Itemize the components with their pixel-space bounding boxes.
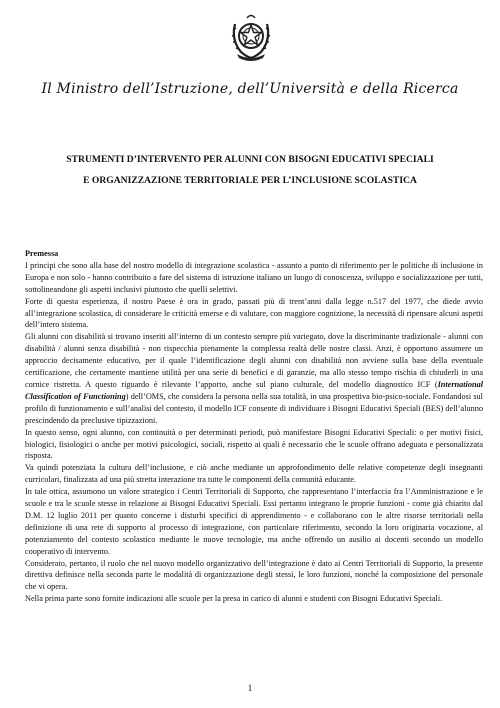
paragraph (25, 331, 483, 426)
paragraph: I principi che sono alla base del nostro modello di integrazione scolastica - assunto a punto di riferimento per le politiche di inclusione in Europa e non solo - hanno contribuito a fare del sistema di istruzione italiano un luogo di conoscenza, sviluppo e socializzazione per tutti, sottolineandone gli aspetti inclusivi piuttosto che quelli selettivi. (25, 260, 483, 294)
paragraph-text: ) dell’OMS, che considera la persona nella sua totalità, in una prospettiva bio-psico-sociale. Fondandosi sul profilo di funzionamento e sull’analisi del contesto, il modello ICF consente di individuare i Bisogni Educativi Speciali (BES) dell’alunno prescindendo da preclusive tipizzazioni. (25, 391, 483, 425)
paragraph: Considerato, pertanto, il ruolo che nel nuovo modello organizzativo dell’integrazione è dato ai Centri Territoriali di Supporto, la presente direttiva definisce nella seconda parte le modalità di organizzazione degli stessi, le loro funzioni, nonché la composizione del personale che vi opera. (25, 558, 483, 592)
italian-republic-emblem-icon (227, 10, 275, 62)
paragraph-text: Gli alunni con disabilità si trovano inseriti all’interno di un contesto sempre più variegato, dove la discriminante tradizionale - alunni con disabilità / alunni senza disabilità - non rispecchia pienamente la complessa realtà delle nostre classi. Anzi, è opportuno assumere un approccio decisamente educativo, per il quale l’identificazione degli alunni con disabilità non avviene sulla base della eventuale certificazione, che certamente mantiene utilità per una serie di benefici e di garanzie, ma allo stesso tempo rischia di chiuderli in una cornice ristretta. A questo riguardo è rilevante l’apporto, anche sul piano culturale, del modello diagnostico ICF ( (25, 332, 483, 389)
paragraph: Nella prima parte sono fornite indicazioni alle scuole per la presa in carico di alunni e studenti con Bisogni Educativi Speciali. (25, 594, 443, 604)
document-title-line2: E ORGANIZZAZIONE TERRITORIALE PER L’INCLUSIONE SCOLASTICA (83, 175, 417, 186)
paragraph: In questo senso, ogni alunno, con continuità o per determinati periodi, può manifestare Bisogni Educativi Speciali: o per motivi fisici, biologici, fisiologici o anche per motivi psicologici, sociali, rispetto ai quali è necessario che le scuole offrano adeguata e personalizzata risposta. (25, 427, 483, 461)
paragraph: Va quindi potenziata la cultura dell’inclusione, e ciò anche mediante un approfondimento delle relative competenze degli insegnanti curricolari, finalizzata ad una più stretta interazione tra tutte le componenti della comunità educante. (25, 463, 483, 485)
document-body (25, 248, 483, 605)
paragraph: In tale ottica, assumono un valore strategico i Centri Territoriali di Supporto, che rappresentano l’interfaccia fra l’Amministrazione e le scuole e tra le scuole stesse in relazione ai Bisogni Educativi Speciali. Essi pertanto integrano le proprie funzioni - come già chiarito dal D.M. 12 luglio 2011 per quanto concerne i disturbi specifici di apprendimento - e collaborano con le altre risorse territoriali nella definizione di una rete di supporto al processo di integrazione, con particolare riferimento, secondo la loro originaria vocazione, al potenziamento del contesto scolastico mediante le nuove tecnologie, ma anche offrendo un ausilio ai docenti secondo un modello cooperativo di intervento. (25, 487, 483, 556)
paragraph: Forte di questa esperienza, il nostro Paese è ora in grado, passati più di trent’anni dalla legge n.517 del 1977, che diede avvio all’integrazione scolastica, di considerare le criticità emerse e di valutare, con maggiore cognizione, la necessità di ripensare alcuni aspetti dell’intero sistema. (25, 296, 483, 330)
section-heading: Premessa (25, 249, 59, 258)
page-number: 1 (247, 683, 253, 693)
document-title-line1: STRUMENTI D’INTERVENTO PER ALUNNI CON BISOGNI EDUCATIVI SPECIALI (66, 154, 434, 165)
ministry-heading: Il Ministro dell’Istruzione, dell’Università e della Ricerca (41, 81, 459, 97)
emphasized-term: International Classification of Functioning (25, 379, 483, 401)
